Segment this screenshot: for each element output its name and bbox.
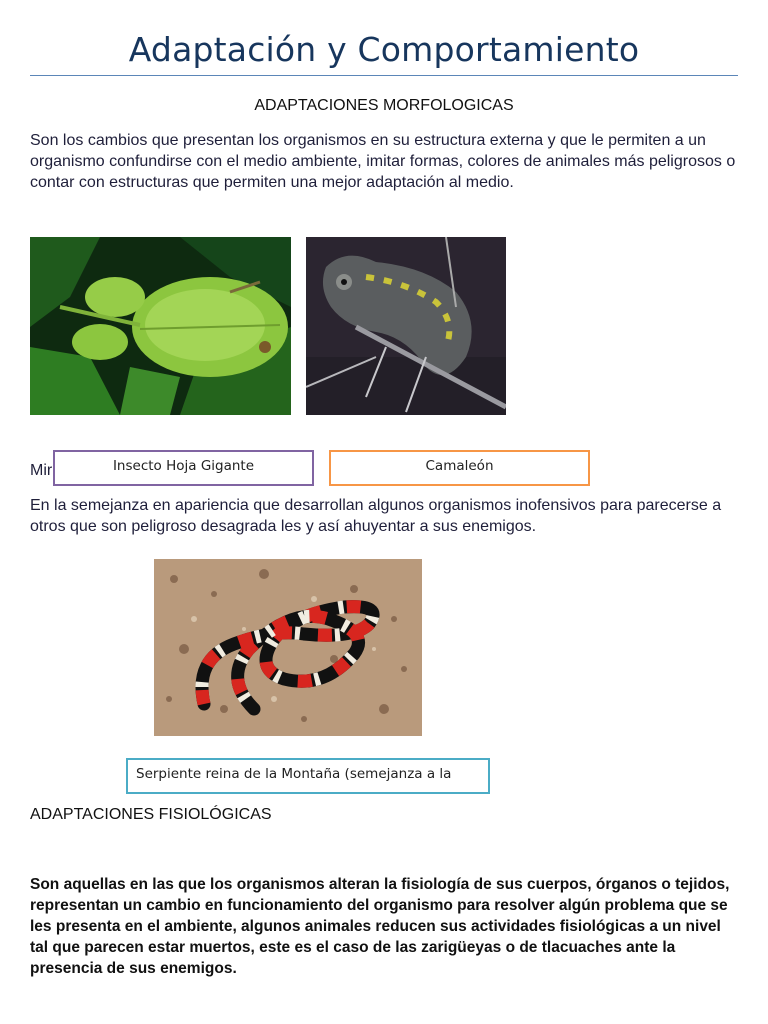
paragraph-fisiologicas: Son aquellas en las que los organismos alteran la fisiología de sus cuerpos, órganos o tejidos, representan un cambio en funcionamiento del organismo para resolver algún problema que se les presenta en el ambiente, algunos animales reducen sus actividades fisiológicas a un nivel tal que parecen estar muertos, este es el caso de las zarigüeyas o de tlacuaches ante la presencia de sus enemigos. <box>30 876 730 977</box>
caption-snake: Serpiente reina de la Montaña (semejanza a la <box>126 758 490 794</box>
mimicry-heading-partial: Mir <box>30 462 53 479</box>
title-divider <box>30 75 738 76</box>
caption-chameleon: Camaleón <box>329 450 590 486</box>
paragraph-mimetismo: En la semejanza en apariencia que desarrollan algunos organismos inofensivos para parecerse a otros que son peligroso desagrada les y así ahuyentar a sus enemigos. <box>30 497 722 535</box>
caption-leaf-insect: Insecto Hoja Gigante <box>53 450 314 486</box>
chameleon-photo <box>306 237 506 415</box>
leaf-insect-photo <box>30 237 291 415</box>
section-heading-morfologicas: ADAPTACIONES MORFOLOGICAS <box>254 97 514 114</box>
section-heading-fisiologicas: ADAPTACIONES FISIOLÓGICAS <box>30 806 272 823</box>
paragraph-morfologicas: Son los cambios que presentan los organismos en su estructura externa y que le permiten a un organismo confundirse con el medio ambiente, imitar formas, colores de animales más peligrosos o contar con estructuras que permiten una mejor adaptación al medio. <box>30 132 736 191</box>
document-title: Adaptación y Comportamiento <box>128 30 640 69</box>
coral-snake-photo <box>154 559 422 736</box>
